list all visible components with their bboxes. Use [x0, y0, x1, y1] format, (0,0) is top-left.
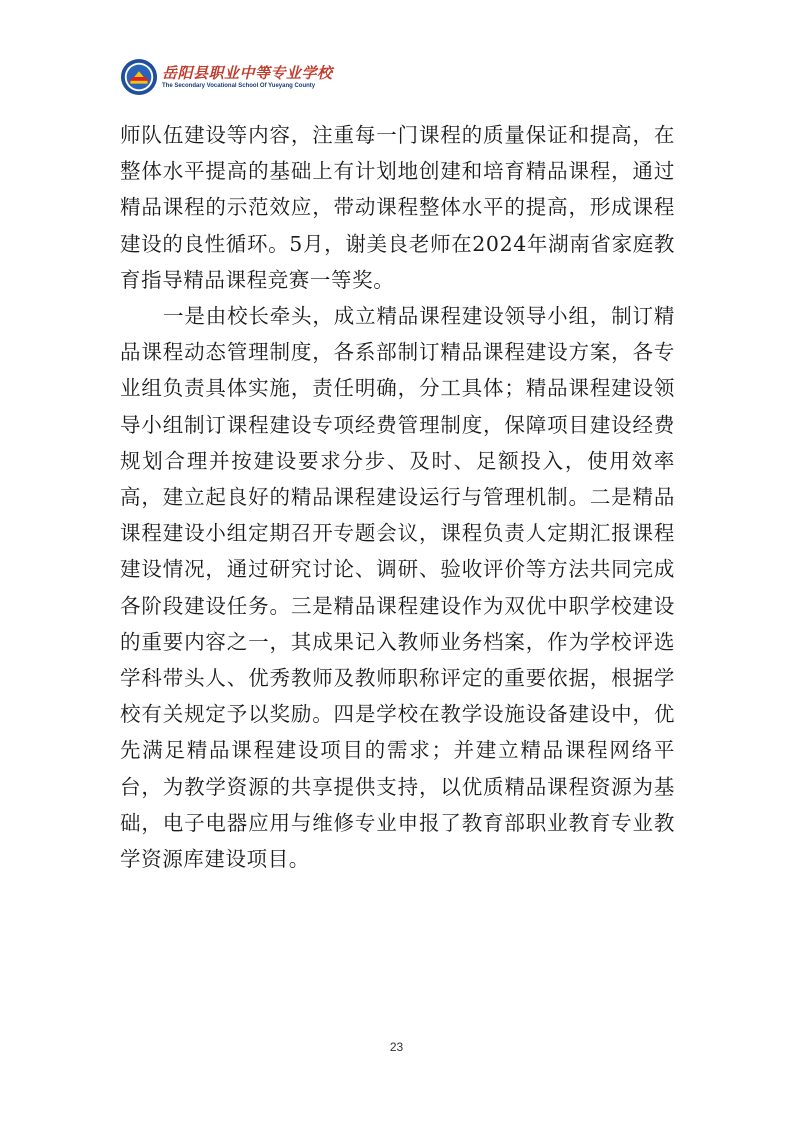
paragraph-1: 师队伍建设等内容，注重每一门课程的质量保证和提高，在整体水平提高的基础上有计划地创建和培育精品课程，通过精品课程的示范效应，带动课程整体水平的提高，形成课程建设的良性循环。5月，谢美良老师在2024年湖南省家庭教育指导精品课程竞赛一等奖。	[120, 123, 675, 292]
page-number: 23	[389, 1040, 404, 1054]
document-body	[120, 117, 675, 877]
school-name-cn: 岳阳县职业中等专业学校	[162, 64, 333, 82]
school-name-en: The Secondary Vocational School Of Yueyang County	[162, 83, 316, 89]
school-emblem-icon	[120, 58, 158, 96]
paragraph-2: 一是由校长牵头，成立精品课程建设领导小组，制订精品课程动态管理制度，各系部制订精品课程建设方案，各专业组负责具体实施，责任明确，分工具体；精品课程建设领导小组制订课程建设专项经费管理制度，保障项目建设经费规划合理并按建设要求分步、及时、足额投入，使用效率高，建立起良好的精品课程建设运行与管理机制。二是精品课程建设小组定期召开专题会议，课程负责人定期汇报课程建设情况，通过研究讨论、调研、验收评价等方法共同完成各阶段建设任务。三是精品课程建设作为双优中职学校建设的重要内容之一，其成果记入教师业务档案，作为学校评选学科带头人、优秀教师及教师职称评定的重要依据，根据学校有关规定予以奖励。四是学校在教学设施设备建设中，优先满足精品课程建设项目的需求；并建立精品课程网络平台，为教学资源的共享提供支持，以优质精品课程资源为基础，电子电器应用与维修专业申报了教育部职业教育专业教学资源库建设项目。	[120, 304, 675, 872]
page-header	[120, 57, 333, 97]
